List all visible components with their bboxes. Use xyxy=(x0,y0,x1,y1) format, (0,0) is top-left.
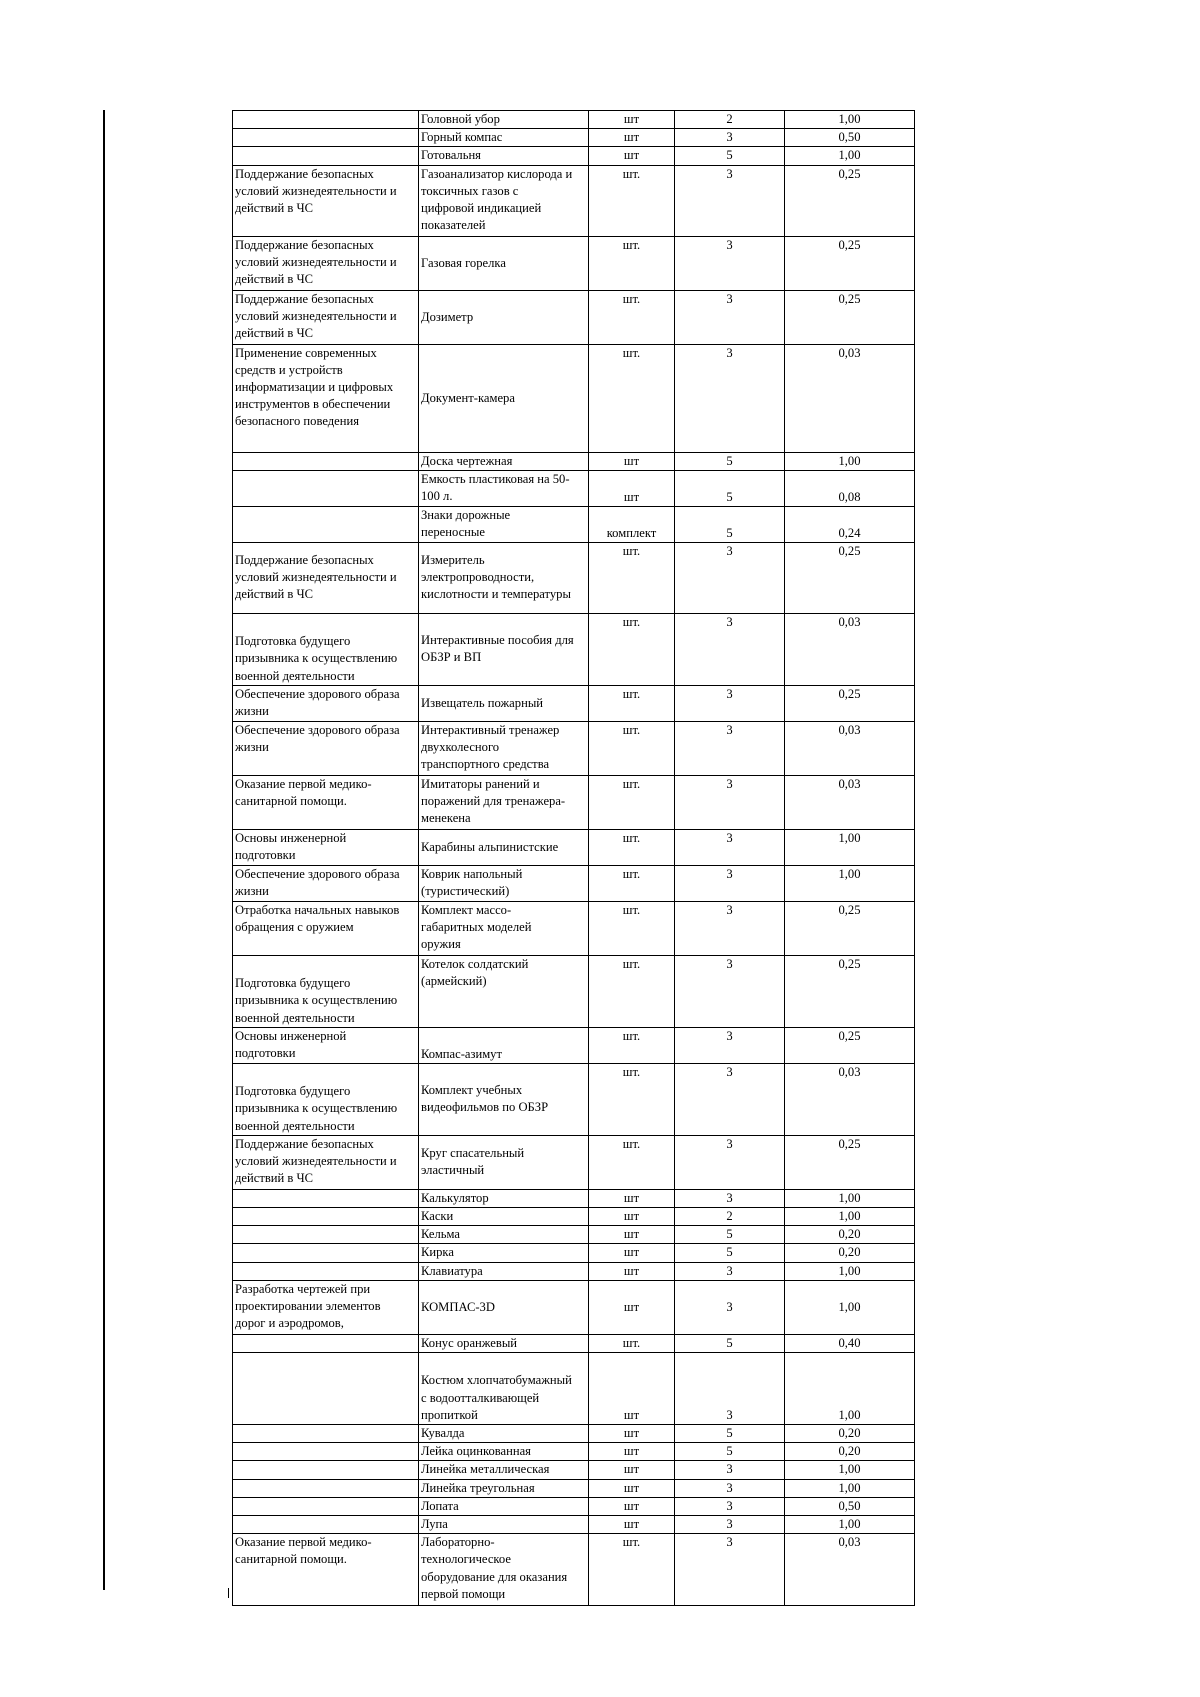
quantity-cell: 3 xyxy=(675,721,785,775)
activity-cell xyxy=(233,452,419,470)
coefficient-cell: 0,08 xyxy=(785,470,915,506)
item-name-cell: Линейка треугольная xyxy=(419,1479,589,1497)
quantity-cell: 3 xyxy=(675,1534,785,1606)
table-row xyxy=(233,1461,915,1479)
activity-cell: Подготовка будущего призывника к осуществлению военной деятельности xyxy=(233,955,419,1027)
table-row xyxy=(233,1189,915,1207)
coefficient-cell: 0,24 xyxy=(785,506,915,542)
activity-cell: Отработка начальных навыков обращения с оружием xyxy=(233,901,419,955)
quantity-cell: 3 xyxy=(675,955,785,1027)
item-name-cell: Знаки дорожные переносные xyxy=(419,506,589,542)
quantity-cell: 5 xyxy=(675,452,785,470)
item-name-cell: Измеритель электропроводности, кислотности и температуры xyxy=(419,542,589,613)
activity-cell: Поддержание безопасных условий жизнедеятельности и действий в ЧС xyxy=(233,290,419,344)
item-name-cell: Готовальня xyxy=(419,147,589,165)
item-name-cell: Доска чертежная xyxy=(419,452,589,470)
page-margin-line xyxy=(103,110,105,1590)
quantity-cell: 5 xyxy=(675,1226,785,1244)
quantity-cell: 3 xyxy=(675,1497,785,1515)
item-name-cell: Коврик напольный (туристический) xyxy=(419,865,589,901)
coefficient-cell: 0,03 xyxy=(785,613,915,685)
activity-cell: Основы инженерной подготовки xyxy=(233,829,419,865)
activity-cell: Подготовка будущего призывника к осуществлению военной деятельности xyxy=(233,613,419,685)
coefficient-cell: 0,25 xyxy=(785,955,915,1027)
table-row xyxy=(233,1425,915,1443)
quantity-cell: 3 xyxy=(675,165,785,236)
unit-cell: шт xyxy=(589,1497,675,1515)
coefficient-cell: 1,00 xyxy=(785,1280,915,1334)
unit-cell: шт xyxy=(589,1208,675,1226)
activity-cell xyxy=(233,1334,419,1352)
activity-cell xyxy=(233,1497,419,1515)
unit-cell: шт xyxy=(589,1461,675,1479)
table-row xyxy=(233,721,915,775)
quantity-cell: 3 xyxy=(675,1189,785,1207)
quantity-cell: 5 xyxy=(675,1443,785,1461)
quantity-cell: 3 xyxy=(675,901,785,955)
coefficient-cell: 0,25 xyxy=(785,1027,915,1063)
quantity-cell: 5 xyxy=(675,1425,785,1443)
activity-cell: Обеспечение здорового образа жизни xyxy=(233,865,419,901)
table-row xyxy=(233,452,915,470)
coefficient-cell: 0,25 xyxy=(785,1135,915,1189)
table-row xyxy=(233,344,915,452)
item-name-cell: Конус оранжевый xyxy=(419,1334,589,1352)
item-name-cell: Компас-азимут xyxy=(419,1027,589,1063)
coefficient-cell: 0,25 xyxy=(785,901,915,955)
unit-cell: шт. xyxy=(589,236,675,290)
table-row xyxy=(233,1135,915,1189)
unit-cell: шт xyxy=(589,1262,675,1280)
table-row xyxy=(233,1479,915,1497)
coefficient-cell: 1,00 xyxy=(785,1262,915,1280)
activity-cell xyxy=(233,147,419,165)
coefficient-cell: 0,25 xyxy=(785,290,915,344)
unit-cell: шт. xyxy=(589,165,675,236)
item-name-cell: Емкость пластиковая на 50- 100 л. xyxy=(419,470,589,506)
quantity-cell: 5 xyxy=(675,1244,785,1262)
quantity-cell: 3 xyxy=(675,1262,785,1280)
activity-cell xyxy=(233,470,419,506)
item-name-cell: Имитаторы ранений и поражений для тренажера- менекена xyxy=(419,775,589,829)
activity-cell: Основы инженерной подготовки xyxy=(233,1027,419,1063)
quantity-cell: 3 xyxy=(675,1280,785,1334)
unit-cell: шт xyxy=(589,1189,675,1207)
item-name-cell: Круг спасательный эластичный xyxy=(419,1135,589,1189)
table-row xyxy=(233,1516,915,1534)
activity-cell xyxy=(233,1353,419,1425)
coefficient-cell: 1,00 xyxy=(785,452,915,470)
item-name-cell: Лупа xyxy=(419,1516,589,1534)
table-row xyxy=(233,111,915,129)
coefficient-cell: 0,25 xyxy=(785,165,915,236)
unit-cell: шт. xyxy=(589,829,675,865)
quantity-cell: 3 xyxy=(675,613,785,685)
quantity-cell: 3 xyxy=(675,236,785,290)
coefficient-cell: 1,00 xyxy=(785,1516,915,1534)
coefficient-cell: 0,03 xyxy=(785,721,915,775)
coefficient-cell: 0,03 xyxy=(785,775,915,829)
item-name-cell: Горный компас xyxy=(419,129,589,147)
item-name-cell: Костюм хлопчатобумажный с водоотталкивающей пропиткой xyxy=(419,1353,589,1425)
activity-cell xyxy=(233,1226,419,1244)
table-row xyxy=(233,901,915,955)
table-row xyxy=(233,1226,915,1244)
activity-cell: Поддержание безопасных условий жизнедеятельности и действий в ЧС xyxy=(233,542,419,613)
table-row xyxy=(233,1280,915,1334)
unit-cell: шт. xyxy=(589,1334,675,1352)
quantity-cell: 2 xyxy=(675,111,785,129)
quantity-cell: 2 xyxy=(675,1208,785,1226)
activity-cell xyxy=(233,506,419,542)
unit-cell: шт. xyxy=(589,721,675,775)
item-name-cell: Головной убор xyxy=(419,111,589,129)
quantity-cell: 3 xyxy=(675,1063,785,1135)
item-name-cell: КОМПАС-3D xyxy=(419,1280,589,1334)
table-row xyxy=(233,1497,915,1515)
unit-cell: шт. xyxy=(589,1135,675,1189)
table-row xyxy=(233,129,915,147)
coefficient-cell: 1,00 xyxy=(785,1208,915,1226)
item-name-cell: Газовая горелка xyxy=(419,236,589,290)
quantity-cell: 3 xyxy=(675,1461,785,1479)
coefficient-cell: 1,00 xyxy=(785,111,915,129)
item-name-cell: Кельма xyxy=(419,1226,589,1244)
quantity-cell: 3 xyxy=(675,775,785,829)
table-row xyxy=(233,1208,915,1226)
unit-cell: шт. xyxy=(589,901,675,955)
unit-cell: шт. xyxy=(589,290,675,344)
table-row xyxy=(233,1244,915,1262)
unit-cell: комплект xyxy=(589,506,675,542)
activity-cell: Поддержание безопасных условий жизнедеятельности и действий в ЧС xyxy=(233,165,419,236)
item-name-cell: Калькулятор xyxy=(419,1189,589,1207)
table-row xyxy=(233,147,915,165)
unit-cell: шт. xyxy=(589,542,675,613)
unit-cell: шт. xyxy=(589,613,675,685)
activity-cell: Обеспечение здорового образа жизни xyxy=(233,685,419,721)
coefficient-cell: 1,00 xyxy=(785,147,915,165)
item-name-cell: Газоанализатор кислорода и токсичных газов с цифровой индикацией показателей xyxy=(419,165,589,236)
equipment-table xyxy=(232,110,915,1606)
table-continuation-mark xyxy=(228,1588,229,1598)
item-name-cell: Извещатель пожарный xyxy=(419,685,589,721)
item-name-cell: Лабораторно- технологическое оборудование для оказания первой помощи xyxy=(419,1534,589,1606)
unit-cell: шт xyxy=(589,1226,675,1244)
activity-cell: Поддержание безопасных условий жизнедеятельности и действий в ЧС xyxy=(233,1135,419,1189)
item-name-cell: Карабины альпинистские xyxy=(419,829,589,865)
activity-cell xyxy=(233,1244,419,1262)
coefficient-cell: 0,25 xyxy=(785,236,915,290)
quantity-cell: 3 xyxy=(675,829,785,865)
unit-cell: шт. xyxy=(589,1534,675,1606)
table-row xyxy=(233,613,915,685)
item-name-cell: Клавиатура xyxy=(419,1262,589,1280)
table-row xyxy=(233,470,915,506)
coefficient-cell: 0,40 xyxy=(785,1334,915,1352)
quantity-cell: 3 xyxy=(675,685,785,721)
unit-cell: шт. xyxy=(589,775,675,829)
table-row xyxy=(233,1027,915,1063)
item-name-cell: Комплект учебных видеофильмов по ОБЗР xyxy=(419,1063,589,1135)
activity-cell: Обеспечение здорового образа жизни xyxy=(233,721,419,775)
item-name-cell: Лопата xyxy=(419,1497,589,1515)
item-name-cell: Каски xyxy=(419,1208,589,1226)
activity-cell xyxy=(233,1262,419,1280)
coefficient-cell: 0,25 xyxy=(785,542,915,613)
item-name-cell: Кувалда xyxy=(419,1425,589,1443)
item-name-cell: Линейка металлическая xyxy=(419,1461,589,1479)
coefficient-cell: 1,00 xyxy=(785,1461,915,1479)
coefficient-cell: 0,50 xyxy=(785,129,915,147)
activity-cell: Подготовка будущего призывника к осуществлению военной деятельности xyxy=(233,1063,419,1135)
activity-cell xyxy=(233,1443,419,1461)
coefficient-cell: 0,03 xyxy=(785,1063,915,1135)
unit-cell: шт xyxy=(589,452,675,470)
table-row xyxy=(233,506,915,542)
activity-cell xyxy=(233,1208,419,1226)
item-name-cell: Документ-камера xyxy=(419,344,589,452)
unit-cell: шт xyxy=(589,1479,675,1497)
coefficient-cell: 1,00 xyxy=(785,865,915,901)
coefficient-cell: 0,20 xyxy=(785,1244,915,1262)
quantity-cell: 3 xyxy=(675,290,785,344)
coefficient-cell: 1,00 xyxy=(785,1189,915,1207)
coefficient-cell: 1,00 xyxy=(785,829,915,865)
table-row xyxy=(233,829,915,865)
activity-cell xyxy=(233,1425,419,1443)
item-name-cell: Интерактивные пособия для ОБЗР и ВП xyxy=(419,613,589,685)
unit-cell: шт. xyxy=(589,685,675,721)
unit-cell: шт xyxy=(589,1443,675,1461)
unit-cell: шт. xyxy=(589,955,675,1027)
quantity-cell: 3 xyxy=(675,1516,785,1534)
unit-cell: шт xyxy=(589,1244,675,1262)
activity-cell: Разработка чертежей при проектировании элементов дорог и аэродромов, xyxy=(233,1280,419,1334)
unit-cell: шт xyxy=(589,111,675,129)
activity-cell xyxy=(233,1516,419,1534)
quantity-cell: 5 xyxy=(675,147,785,165)
coefficient-cell: 0,50 xyxy=(785,1497,915,1515)
table-row xyxy=(233,1534,915,1606)
coefficient-cell: 0,03 xyxy=(785,1534,915,1606)
table-row xyxy=(233,236,915,290)
activity-cell xyxy=(233,1461,419,1479)
quantity-cell: 5 xyxy=(675,470,785,506)
quantity-cell: 3 xyxy=(675,1135,785,1189)
coefficient-cell: 1,00 xyxy=(785,1353,915,1425)
item-name-cell: Дозиметр xyxy=(419,290,589,344)
quantity-cell: 3 xyxy=(675,542,785,613)
table-row xyxy=(233,865,915,901)
unit-cell: шт xyxy=(589,1280,675,1334)
quantity-cell: 3 xyxy=(675,1027,785,1063)
quantity-cell: 5 xyxy=(675,506,785,542)
activity-cell: Оказание первой медико- санитарной помощи. xyxy=(233,775,419,829)
coefficient-cell: 0,03 xyxy=(785,344,915,452)
activity-cell xyxy=(233,129,419,147)
coefficient-cell: 1,00 xyxy=(785,1479,915,1497)
quantity-cell: 5 xyxy=(675,1334,785,1352)
activity-cell: Оказание первой медико- санитарной помощи. xyxy=(233,1534,419,1606)
coefficient-cell: 0,20 xyxy=(785,1226,915,1244)
table-row xyxy=(233,1443,915,1461)
activity-cell: Поддержание безопасных условий жизнедеятельности и действий в ЧС xyxy=(233,236,419,290)
quantity-cell: 3 xyxy=(675,344,785,452)
coefficient-cell: 0,25 xyxy=(785,685,915,721)
unit-cell: шт. xyxy=(589,344,675,452)
table-row xyxy=(233,165,915,236)
quantity-cell: 3 xyxy=(675,1479,785,1497)
unit-cell: шт xyxy=(589,1425,675,1443)
coefficient-cell: 0,20 xyxy=(785,1443,915,1461)
table-row xyxy=(233,1063,915,1135)
activity-cell xyxy=(233,1479,419,1497)
table-row xyxy=(233,1334,915,1352)
unit-cell: шт. xyxy=(589,1027,675,1063)
unit-cell: шт xyxy=(589,129,675,147)
item-name-cell: Лейка оцинкованная xyxy=(419,1443,589,1461)
coefficient-cell: 0,20 xyxy=(785,1425,915,1443)
table-row xyxy=(233,290,915,344)
table-row xyxy=(233,775,915,829)
unit-cell: шт. xyxy=(589,1063,675,1135)
quantity-cell: 3 xyxy=(675,129,785,147)
unit-cell: шт xyxy=(589,147,675,165)
table-row xyxy=(233,1353,915,1425)
unit-cell: шт xyxy=(589,470,675,506)
item-name-cell: Кирка xyxy=(419,1244,589,1262)
table-row xyxy=(233,955,915,1027)
unit-cell: шт xyxy=(589,1353,675,1425)
quantity-cell: 3 xyxy=(675,1353,785,1425)
item-name-cell: Комплект массо- габаритных моделей оружия xyxy=(419,901,589,955)
unit-cell: шт. xyxy=(589,865,675,901)
table-row xyxy=(233,542,915,613)
table-row xyxy=(233,1262,915,1280)
table-row xyxy=(233,685,915,721)
quantity-cell: 3 xyxy=(675,865,785,901)
item-name-cell: Интерактивный тренажер двухколесного транспортного средства xyxy=(419,721,589,775)
unit-cell: шт xyxy=(589,1516,675,1534)
activity-cell xyxy=(233,111,419,129)
activity-cell: Применение современных средств и устройств информатизации и цифровых инструментов в обеспечении безопасного поведения xyxy=(233,344,419,452)
item-name-cell: Котелок солдатский (армейский) xyxy=(419,955,589,1027)
activity-cell xyxy=(233,1189,419,1207)
